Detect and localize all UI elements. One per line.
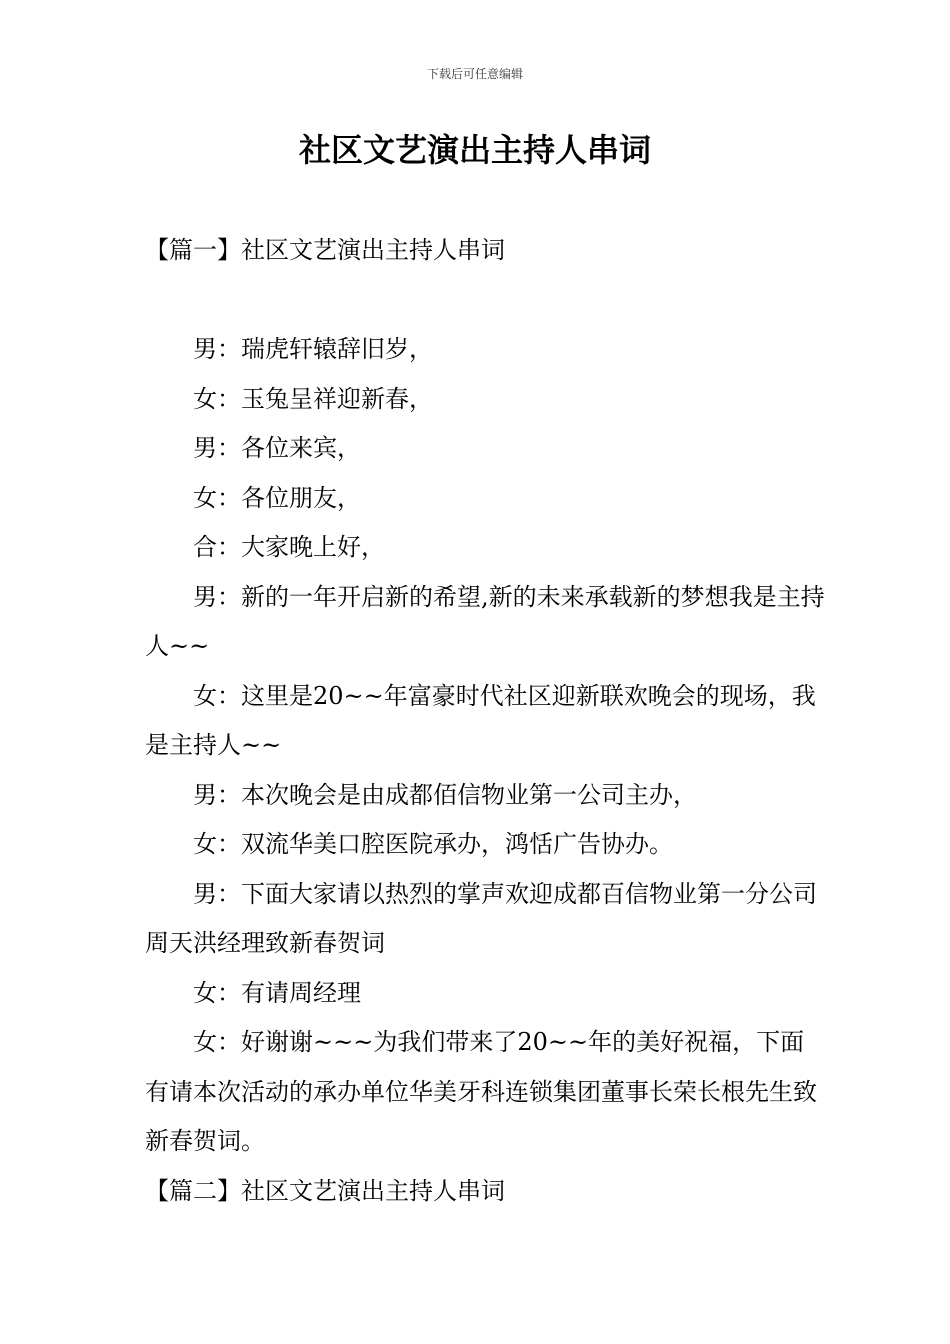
dialogue-line: 女：这里是20~~年富豪时代社区迎新联欢晚会的现场，我是主持人~~ [145, 681, 816, 759]
dialogue-line: 男：各位来宾， [193, 434, 361, 462]
section-heading-2: 【篇二】社区文艺演出主持人串词 [145, 1176, 505, 1205]
section-heading-1: 【篇一】社区文艺演出主持人串词 [145, 236, 505, 264]
dialogue-line: 男：瑞虎轩辕辞旧岁， [193, 335, 433, 363]
page-title: 社区文艺演出主持人串词 [298, 131, 651, 169]
dialogue-line: 女：玉兔呈祥迎新春， [193, 384, 433, 413]
dialogue-line: 男：新的一年开启新的希望,新的未来承载新的梦想我是主持人~~ [145, 582, 825, 660]
dialogue-line: 合：大家晚上好， [193, 533, 385, 561]
dialogue-line: 女：有请周经理 [193, 978, 361, 1007]
dialogue-line: 男：本次晚会是由成都佰信物业第一公司主办， [193, 780, 697, 809]
header-note: 下载后可任意编辑 [426, 67, 523, 81]
dialogue-line: 女：各位朋友， [193, 483, 361, 512]
blank-line [145, 276, 825, 326]
dialogue-line: 女：好谢谢~~~为我们带来了20~~年的美好祝福，下面有请本次活动的承办单位华美牙科连锁集团董事长荣长根先生致新春贺词。 [145, 1028, 817, 1155]
dialogue-line: 女：双流华美口腔医院承办，鸿恬广告协办。 [193, 830, 673, 858]
dialogue-line: 男：下面大家请以热烈的掌声欢迎成都百信物业第一分公司周天洪经理致新春贺词 [145, 879, 817, 957]
document-body [145, 226, 825, 1216]
